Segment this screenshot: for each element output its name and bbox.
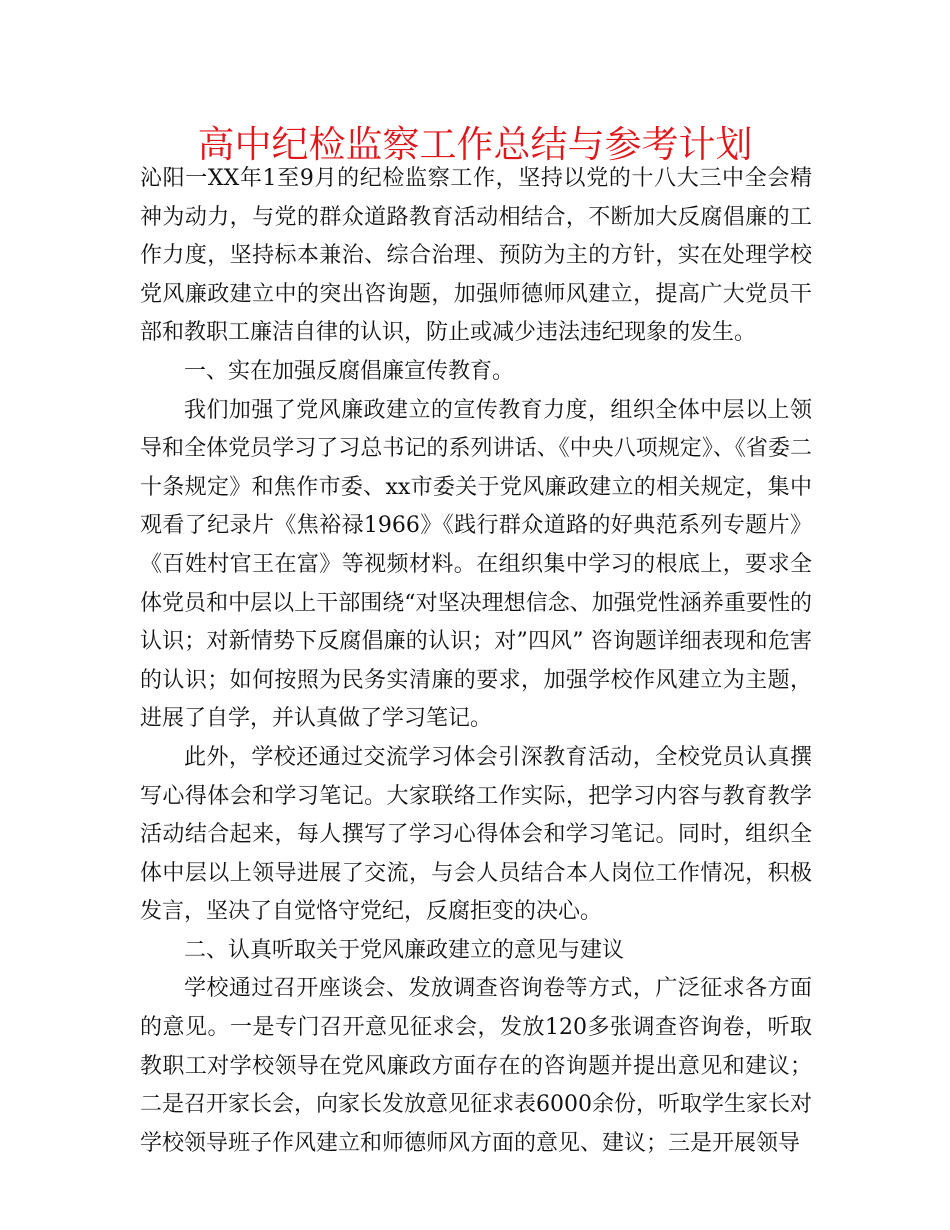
paragraph-opinions: 学校通过召开座谈会、发放调查咨询卷等方式，广泛征求各方面的意见。一是专门召开意见征求会，发放120多张调查咨询卷，听取教职工对学校领导在党风廉政方面存在的咨询题并提出意见和建议；二是召开家长会，向家长发放意见征求表6000余份，听取学生家长对学校领导班子作风建立和师德师风方面的意见、建议；三是开展领导 [140,976,812,1156]
paragraph-intro: 沁阳一XX年1至9月的纪检监察工作，坚持以党的十八大三中全会精神为动力，与党的群众道路教育活动相结合，不断加大反腐倡廉的工作力度，坚持标本兼治、综合治理、预防为主的方针，实在处理学校党风廉政建立中的突出咨询题，加强师德师风建立，提高广大党员干部和教职工廉洁自律的认识，防止或减少违法违纪现象的发生。 [140,166,812,346]
paragraph-exchange: 此外，学校还通过交流学习体会引深教育活动，全校党员认真撰写心得体会和学习笔记。大家联络工作实际，把学习内容与教育教学活动结合起来，每人撰写了学习心得体会和学习笔记。同时，组织全体中层以上领导进展了交流，与会人员结合本人岗位工作情况，积极发言，坚决了自觉恪守党纪，反腐拒变的决心。 [140,744,812,925]
document-title: 高中纪检监察工作总结与参考计划 [197,123,753,166]
document-body [140,160,812,1163]
heading-section-1: 一、实在加强反腐倡廉宣传教育。 [184,358,515,384]
heading-section-2: 二、认真听取关于党风廉政建立的意见与建议 [184,937,625,963]
paragraph-study: 我们加强了党风廉政建立的宣传教育力度，组织全体中层以上领导和全体党员学习了习总书记的系列讲话、《中央八项规定》、《省委二十条规定》和焦作市委、xx市委关于党风廉政建立的相关规定，集中观看了纪录片《焦裕禄1966》《践行群众道路的好典范系列专题片》《百姓村官王在富》等视频材料。在组织集中学习的根底上，要求全体党员和中层以上干部围绕“对坚决理想信念、加强党性涵养重要性的认识；对新情势下反腐倡廉的认识；对”四风” 咨询题详细表现和危害的认识；如何按照为民务实清廉的要求，加强学校作风建立为主题，进展了自学，并认真做了学习笔记。 [140,397,812,732]
